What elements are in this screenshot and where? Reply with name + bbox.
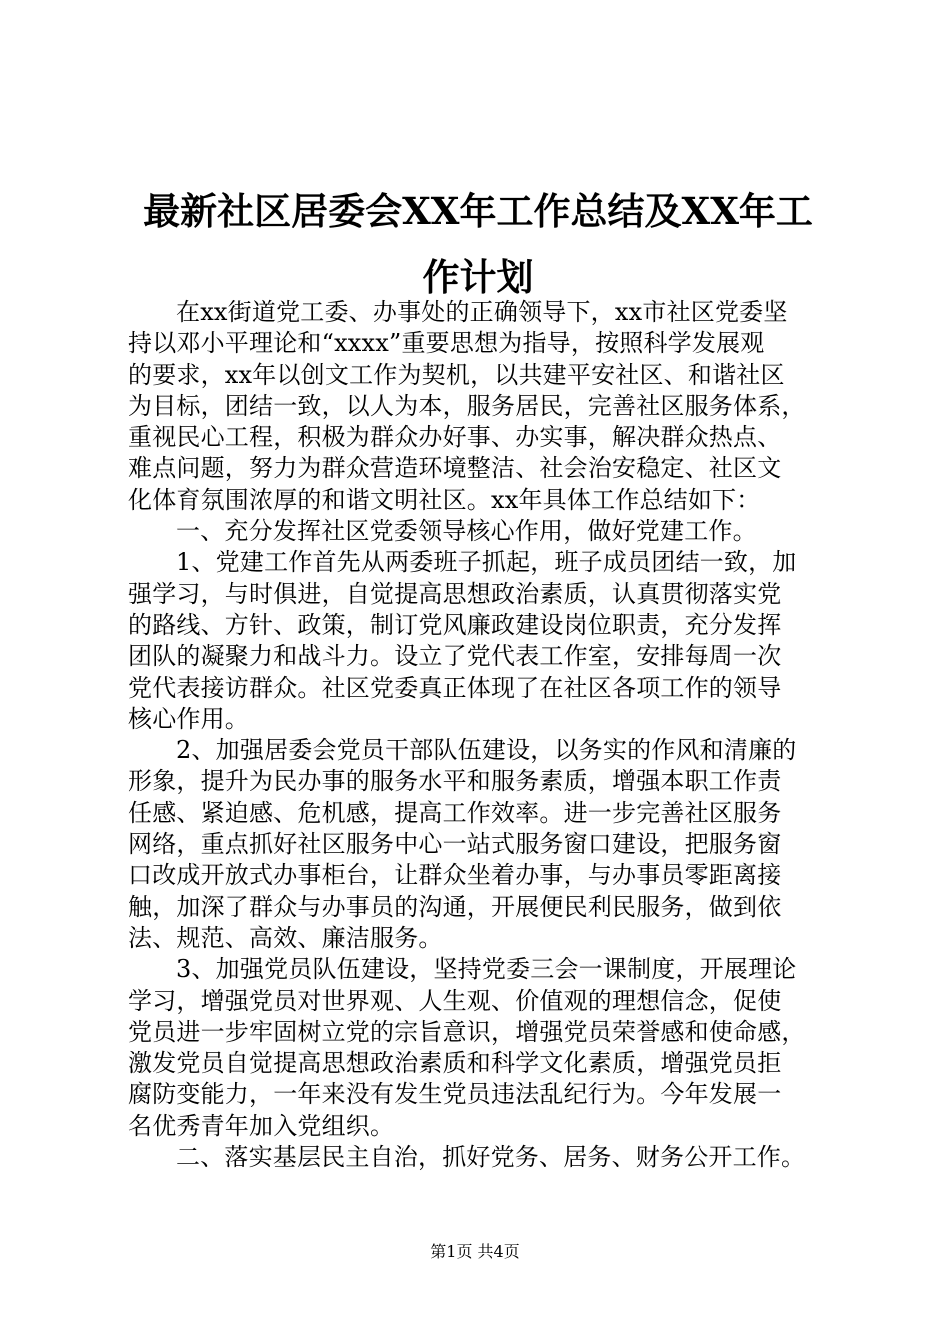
text-line: 在xx街道党工委、办事处的正确领导下，xx市社区党委坚 (176, 298, 788, 326)
text-line: 核心作用。 (128, 704, 249, 733)
text-line: 激发党员自觉提高思想政治素质和科学文化素质，增强党员拒 (128, 1049, 782, 1078)
text-line: 持以邓小平理论和“xxxx”重要思想为指导，按照科学发展观 (128, 329, 765, 358)
text-line: 二、落实基层民主自治，抓好党务、居务、财务公开工作。 (176, 1143, 806, 1172)
text-line: 网络，重点抓好社区服务中心一站式服务窗口建设，把服务窗 (128, 830, 782, 859)
text-line: 一、充分发挥社区党委领导核心作用，做好党建工作。 (176, 517, 757, 546)
document-body (128, 297, 856, 1173)
text-line: 3、加强党员队伍建设，坚持党委三会一课制度，开展理论 (176, 955, 797, 984)
text-line: 党代表接访群众。社区党委真正体现了在社区各项工作的领导 (128, 673, 782, 702)
text-line: 形象，提升为民办事的服务水平和服务素质，增强本职工作责 (128, 767, 782, 796)
text-line: 团队的凝聚力和战斗力。设立了党代表工作室，安排每周一次 (128, 642, 782, 671)
text-line: 的路线、方针、政策，制订党风廉政建设岗位职责，充分发挥 (128, 610, 782, 639)
text-line: 难点问题，努力为群众营造环境整洁、社会治安稳定、社区文 (128, 454, 782, 483)
text-line: 名优秀青年加入党组织。 (128, 1111, 395, 1140)
text-line: 任感、紧迫感、危机感，提高工作效率。进一步完善社区服务 (128, 798, 782, 827)
document-title: 最新社区居委会XX年工作总结及XX年工作计划 (143, 189, 813, 299)
text-line: 2、加强居委会党员干部队伍建设，以务实的作风和清廉的 (176, 736, 797, 765)
text-line: 强学习，与时俱进，自觉提高思想政治素质，认真贯彻落实党 (128, 579, 782, 608)
text-line: 化体育氛围浓厚的和谐文明社区。xx年具体工作总结如下： (128, 485, 761, 514)
text-line: 法、规范、高效、廉洁服务。 (128, 923, 443, 952)
text-line: 口改成开放式办事柜台，让群众坐着办事，与办事员零距离接 (128, 861, 782, 890)
text-line: 党员进一步牢固树立党的宗旨意识，增强党员荣誉感和使命感， (128, 1017, 806, 1046)
text-line: 为目标，团结一致，以人为本，服务居民，完善社区服务体系， (128, 391, 806, 420)
text-line: 触，加深了群众与办事员的沟通，开展便民利民服务，做到依 (128, 892, 782, 921)
text-line: 重视民心工程，积极为群众办好事、办实事，解决群众热点、 (128, 423, 782, 452)
text-line: 腐防变能力，一年来没有发生党员违法乱纪行为。今年发展一 (128, 1080, 782, 1109)
page-footer: 第1页 共4页 (430, 1242, 520, 1261)
text-line: 学习，增强党员对世界观、人生观、价值观的理想信念，促使 (128, 986, 782, 1015)
text-line: 的要求，xx年以创文工作为契机，以共建平安社区、和谐社区 (128, 360, 785, 389)
text-line: 1、党建工作首先从两委班子抓起，班子成员团结一致，加 (176, 548, 797, 577)
